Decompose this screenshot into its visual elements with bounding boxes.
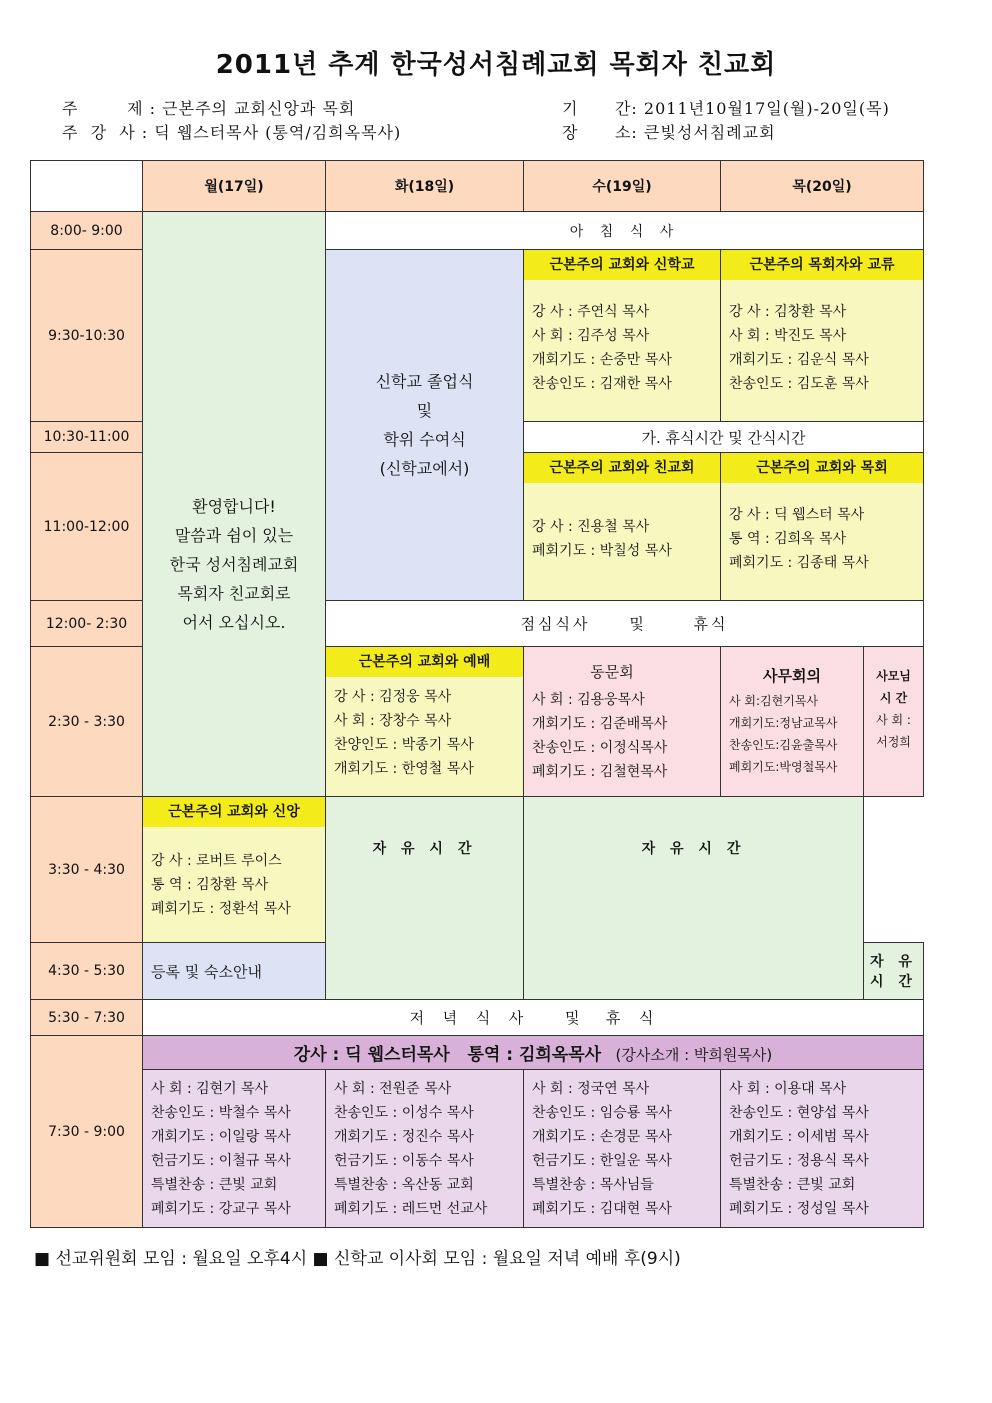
welcome-cell [143, 212, 326, 797]
evening-line: 폐회기도 : 김대현 목사 [532, 1200, 672, 1217]
footer-note: ■ 선교위원회 모임 : 월요일 오후4시 ■ 신학교 이사회 모임 : 월요일 저녁 예배 후(9시) [34, 1249, 681, 1269]
evening-line: 헌금기도 : 한일운 목사 [532, 1152, 672, 1169]
info-period: 기 간: 2011년10월17일(월)-20일(목) [562, 99, 890, 118]
info-place: 장 소: 큰빛성서침례교회 [562, 123, 776, 142]
evening-line: 특별찬송 : 큰빛 교회 [151, 1176, 278, 1193]
day-header-thu: 목(20일) [721, 161, 924, 212]
session-line: 통 역 : 김창환 목사 [151, 877, 269, 893]
evening-line: 찬송인도 : 박철수 목사 [151, 1104, 291, 1121]
graduation-line: 및 [416, 401, 433, 420]
time-label: 12:00- 2:30 [31, 601, 143, 647]
office-line: 폐회기도:박영철목사 [729, 760, 838, 774]
session-line: 강 사 : 딕 웹스터 목사 [729, 507, 865, 523]
alumni-line: 폐회기도 : 김철현목사 [532, 764, 668, 780]
office-title: 사무회의 [763, 667, 821, 685]
time-label: 2:30 - 3:30 [31, 647, 143, 797]
time-label: 7:30 - 9:00 [31, 1036, 143, 1228]
session-thu-930 [721, 250, 924, 422]
session-line: 개회기도 : 손중만 목사 [532, 352, 672, 368]
day-header-wed: 수(19일) [524, 161, 721, 212]
info-theme: 주 제 : 근본주의 교회신앙과 목회 [62, 99, 356, 118]
info-speaker: 주 강 사 : 딕 웹스터목사 (통역/김희옥목사) [62, 123, 402, 142]
time-label: 5:30 - 7:30 [31, 1000, 143, 1036]
page-title: 2011년 추계 한국성서침례교회 목회자 친교회 [215, 50, 777, 80]
free-time-thu: 자 유 시 간 [524, 797, 864, 1000]
graduation-line: (신학교에서) [379, 459, 470, 478]
session-line: 강 사 : 진용철 목사 [532, 519, 650, 535]
session-wed-1100 [524, 453, 721, 601]
session-line: 강 사 : 로버트 루이스 [151, 853, 282, 869]
evening-line: 헌금기도 : 이철규 목사 [151, 1152, 291, 1169]
alumni-cell [524, 647, 721, 797]
session-line: 개회기도 : 한영철 목사 [334, 761, 474, 777]
free-time-tue: 자 유 시 간 [864, 943, 924, 1000]
evening-line: 특별찬송 : 큰빛 교회 [729, 1176, 856, 1193]
welcome-line: 어서 오십시오. [182, 612, 286, 632]
evening-line: 폐회기도 : 강교구 목사 [151, 1200, 291, 1217]
session-line: 찬송인도 : 김재한 목사 [532, 376, 672, 392]
session-line: 폐회기도 : 박칠성 목사 [532, 543, 672, 559]
office-meeting-cell [721, 647, 864, 797]
session-tue-330 [143, 797, 326, 943]
welcome-line: 목회자 친교회로 [177, 583, 291, 603]
evening-line: 사 회 : 김현기 목사 [151, 1080, 269, 1097]
wives-line: 시 간 [879, 691, 908, 705]
session-line: 개회기도 : 김운식 목사 [729, 352, 869, 368]
welcome-line: 말씀과 쉼이 있는 [174, 525, 294, 545]
evening-line: 사 회 : 정국연 목사 [532, 1080, 650, 1097]
evening-line: 찬송인도 : 이성수 목사 [334, 1104, 474, 1121]
time-label: 3:30 - 4:30 [31, 797, 143, 943]
wives-line: 사모님 [876, 669, 911, 683]
office-line: 사 회:김현기목사 [729, 694, 819, 708]
time-label: 8:00- 9:00 [31, 212, 143, 250]
graduation-cell [326, 250, 524, 601]
evening-line: 찬송인도 : 임승룡 목사 [532, 1104, 672, 1121]
time-label: 10:30-11:00 [31, 422, 143, 453]
breakfast-cell: 아 침 식 사 [326, 212, 924, 250]
evening-line: 헌금기도 : 정용식 목사 [729, 1152, 869, 1169]
session-line: 찬송인도 : 김도훈 목사 [729, 376, 869, 392]
session-line: 찬양인도 : 박종기 목사 [334, 737, 474, 753]
session-line: 사 회 : 김주성 목사 [532, 328, 650, 344]
evening-header [143, 1036, 924, 1070]
session-title: 근본주의 교회와 친교회 [524, 453, 720, 483]
session-line: 강 사 : 주연식 목사 [532, 304, 650, 320]
evening-line: 개회기도 : 정진수 목사 [334, 1128, 474, 1145]
day-header-mon: 월(17일) [143, 161, 326, 212]
evening-intro: (강사소개 : 박희원목사) [615, 1046, 773, 1064]
session-line: 사 회 : 박진도 목사 [729, 328, 847, 344]
time-label: 11:00-12:00 [31, 453, 143, 601]
evening-speaker: 강사 : 딕 웹스터목사 통역 : 김희옥목사 [293, 1045, 602, 1065]
graduation-line: 신학교 졸업식 [375, 372, 474, 391]
day-header-tue: 화(18일) [326, 161, 524, 212]
session-title: 근본주의 교회와 예배 [326, 647, 523, 677]
evening-line: 개회기도 : 손경문 목사 [532, 1128, 672, 1145]
session-title: 근본주의 교회와 신앙 [143, 797, 325, 827]
session-line: 폐회기도 : 김종태 목사 [729, 555, 869, 571]
alumni-title: 동문회 [590, 663, 634, 681]
evening-line: 개회기도 : 이일랑 목사 [151, 1128, 291, 1145]
evening-line: 개회기도 : 이세범 목사 [729, 1128, 869, 1145]
evening-line: 특별찬송 : 옥산동 교회 [334, 1176, 474, 1193]
evening-wed [524, 1070, 721, 1228]
graduation-line: 학위 수여식 [383, 430, 466, 449]
time-label: 4:30 - 5:30 [31, 943, 143, 1000]
evening-line: 사 회 : 전원준 목사 [334, 1080, 452, 1097]
office-line: 개회기도:정남교목사 [729, 716, 838, 730]
registration-cell: 등록 및 숙소안내 [143, 943, 326, 1000]
schedule-table [30, 160, 924, 1228]
evening-tue [326, 1070, 524, 1228]
session-thu-1100 [721, 453, 924, 601]
evening-line: 특별찬송 : 목사님들 [532, 1176, 654, 1193]
session-line: 폐회기도 : 정환석 목사 [151, 901, 291, 917]
free-time-wed: 자 유 시 간 [326, 797, 524, 1000]
time-label: 9:30-10:30 [31, 250, 143, 422]
lunch-cell: 점심식사 및 휴식 [326, 601, 924, 647]
wives-line: 사 회 : [876, 713, 911, 727]
wives-line: 서정희 [876, 735, 911, 749]
session-line: 강 사 : 김정웅 목사 [334, 689, 452, 705]
office-line: 찬송인도:김윤출목사 [729, 738, 838, 752]
session-line: 강 사 : 김창환 목사 [729, 304, 847, 320]
alumni-line: 사 회 : 김용웅목사 [532, 692, 645, 708]
session-wed-930 [524, 250, 721, 422]
session-tue-230 [326, 647, 524, 797]
evening-line: 폐회기도 : 정성일 목사 [729, 1200, 869, 1217]
session-line: 통 역 : 김희옥 목사 [729, 531, 847, 547]
evening-line: 사 회 : 이용대 목사 [729, 1080, 847, 1097]
evening-line: 헌금기도 : 이동수 목사 [334, 1152, 474, 1169]
session-title: 근본주의 교회와 목회 [721, 453, 923, 483]
session-title: 근본주의 목회자와 교류 [721, 250, 923, 280]
dinner-cell: 저 녁 식 사 및 휴 식 [143, 1000, 924, 1036]
wives-cell [864, 647, 924, 797]
evening-thu [721, 1070, 924, 1228]
welcome-line: 환영합니다! [192, 496, 276, 516]
session-line: 사 회 : 장창수 목사 [334, 713, 452, 729]
evening-line: 찬송인도 : 현양섭 목사 [729, 1104, 869, 1121]
evening-line: 폐회기도 : 레드먼 선교사 [334, 1200, 488, 1217]
alumni-line: 찬송인도 : 이정식목사 [532, 740, 668, 756]
welcome-line: 한국 성서침례교회 [169, 554, 299, 574]
evening-mon [143, 1070, 326, 1228]
corner-cell [31, 161, 143, 212]
session-title: 근본주의 교회와 신학교 [524, 250, 720, 280]
break-cell: 가. 휴식시간 및 간식시간 [524, 422, 924, 453]
alumni-line: 개회기도 : 김준배목사 [532, 716, 668, 732]
